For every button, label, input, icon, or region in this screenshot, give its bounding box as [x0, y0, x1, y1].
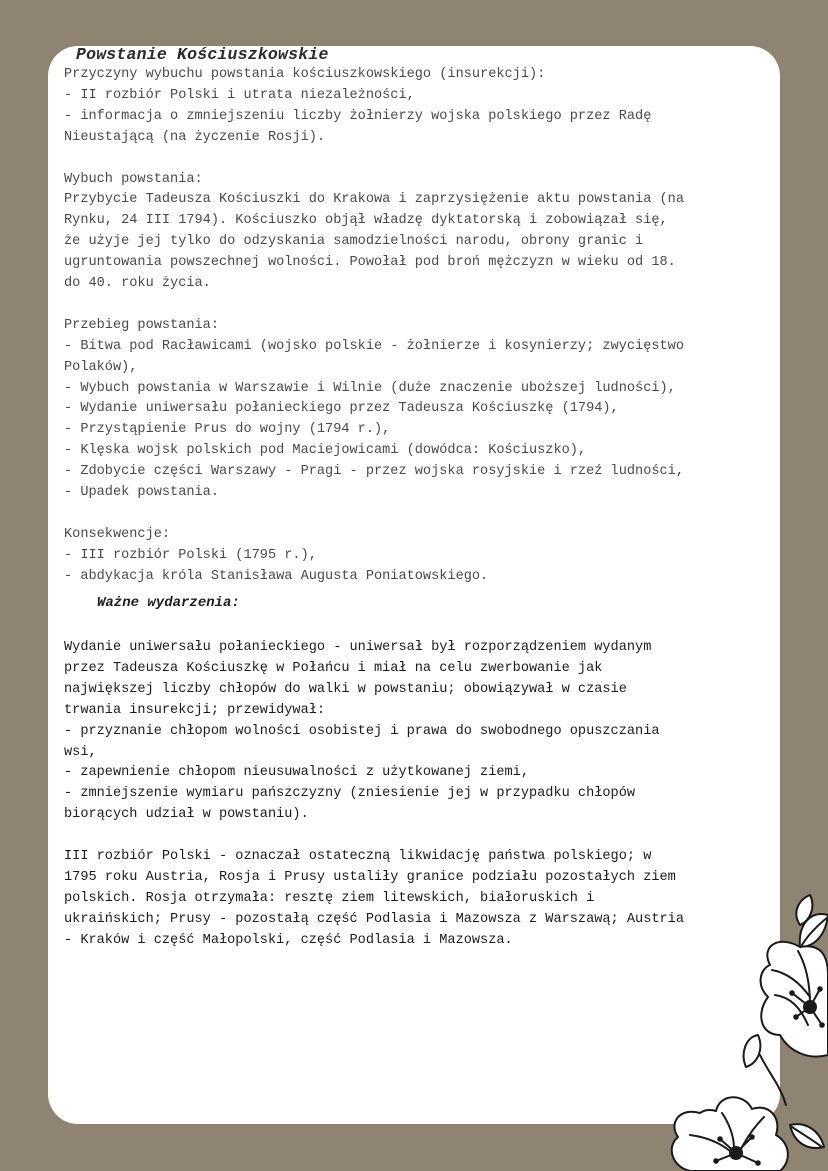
outbreak-text: Przybycie Tadeusza Kościuszki do Krakowa i zaprzysiężenie aktu powstania (na Rynku, 24 III 1794). Kościuszko objął władzę dyktatorską i zobowiązał się, że użyje jej tylko do odzyskania samodzielności narodu, obrony granic i ugruntowania powszechnej wolności. Powołał pod broń mężczyzn w wieku od 18. do 40. roku życia. — [64, 192, 684, 292]
course-item: - Wydanie uniwersału połanieckiego przez Tadeusza Kościuszkę (1794), — [64, 401, 619, 417]
events-heading: Ważne wydarzenia: — [97, 595, 240, 611]
universal-item: - zapewnienie chłopom nieusuwalności z użytkowanej ziemi, — [64, 765, 529, 781]
course-item: - Przystąpienie Prus do wojny (1794 r.), — [64, 422, 391, 438]
outbreak-heading: Wybuch powstania: — [64, 171, 203, 187]
consequences-item: - III rozbiór Polski (1795 r.), — [64, 547, 317, 563]
course-heading: Przebieg powstania: — [64, 317, 219, 333]
consequences-item: - abdykacja króla Stanisława Augusta Poniatowskiego. — [64, 568, 489, 584]
causes-heading: Przyczyny wybuchu powstania kościuszkowskiego (insurekcji): — [64, 67, 546, 82]
universal-item: - przyznanie chłopom wolności osobistej i prawa do swobodnego opuszczania wsi, — [64, 723, 660, 760]
universal-intro: Wydanie uniwersału połanieckiego - uniwersał był rozporządzeniem wydanym przez Tadeusza Kościuszkę w Połańcu i miał na celu zwerbowanie jak największej liczby chłopów do walki w powstaniu; obowiązywał w czasie trwania insurekcji; przewidywał: — [64, 640, 652, 718]
flower-illustration-icon — [660, 885, 828, 1171]
consequences-heading: Konsekwencje: — [64, 526, 171, 542]
notes-section — [64, 65, 770, 588]
page-title: Powstanie Kościuszkowskie — [76, 45, 329, 64]
course-item: - Klęska wojsk polskich pod Maciejowicami (dowódca: Kościuszko), — [64, 443, 587, 459]
causes-item: - II rozbiór Polski i utrata niezależności, — [64, 87, 415, 103]
course-item: - Zdobycie części Warszawy - Pragi - przez wojska rosyjskie i rzeź ludności, — [64, 464, 684, 480]
universal-item: - zmniejszenie wymiaru pańszczyzny (zniesienie jej w przypadku chłopów biorących udział w powstaniu). — [64, 786, 636, 823]
course-item: - Upadek powstania. — [64, 485, 219, 501]
flower-decoration — [660, 885, 828, 1171]
course-item: - Bitwa pod Racławicami (wojsko polskie - żołnierze i kosynierzy; zwycięstwo Polaków), — [64, 338, 684, 375]
partition-text: III rozbiór Polski - oznaczał ostateczną likwidację państwa polskiego; w 1795 roku Austria, Rosja i Prusy ustaliły granice podziału pozostałych ziem polskich. Rosja otrzymała: resztę ziem litewskich, białoruskich i ukraińskich; Prusy - pozostałą część Podlasia i Mazowsza z Warszawą; Austria - Kraków i część Małopolski, część Podlasia i Mazowsza. — [64, 849, 684, 948]
causes-item: - informacja o zmniejszeniu liczby żołnierzy wojska polskiego przez Radę Nieustającą (na życzenie Rosji). — [64, 108, 652, 145]
course-item: - Wybuch powstania w Warszawie i Wilnie (duże znaczenie uboższej ludności), — [64, 380, 676, 396]
